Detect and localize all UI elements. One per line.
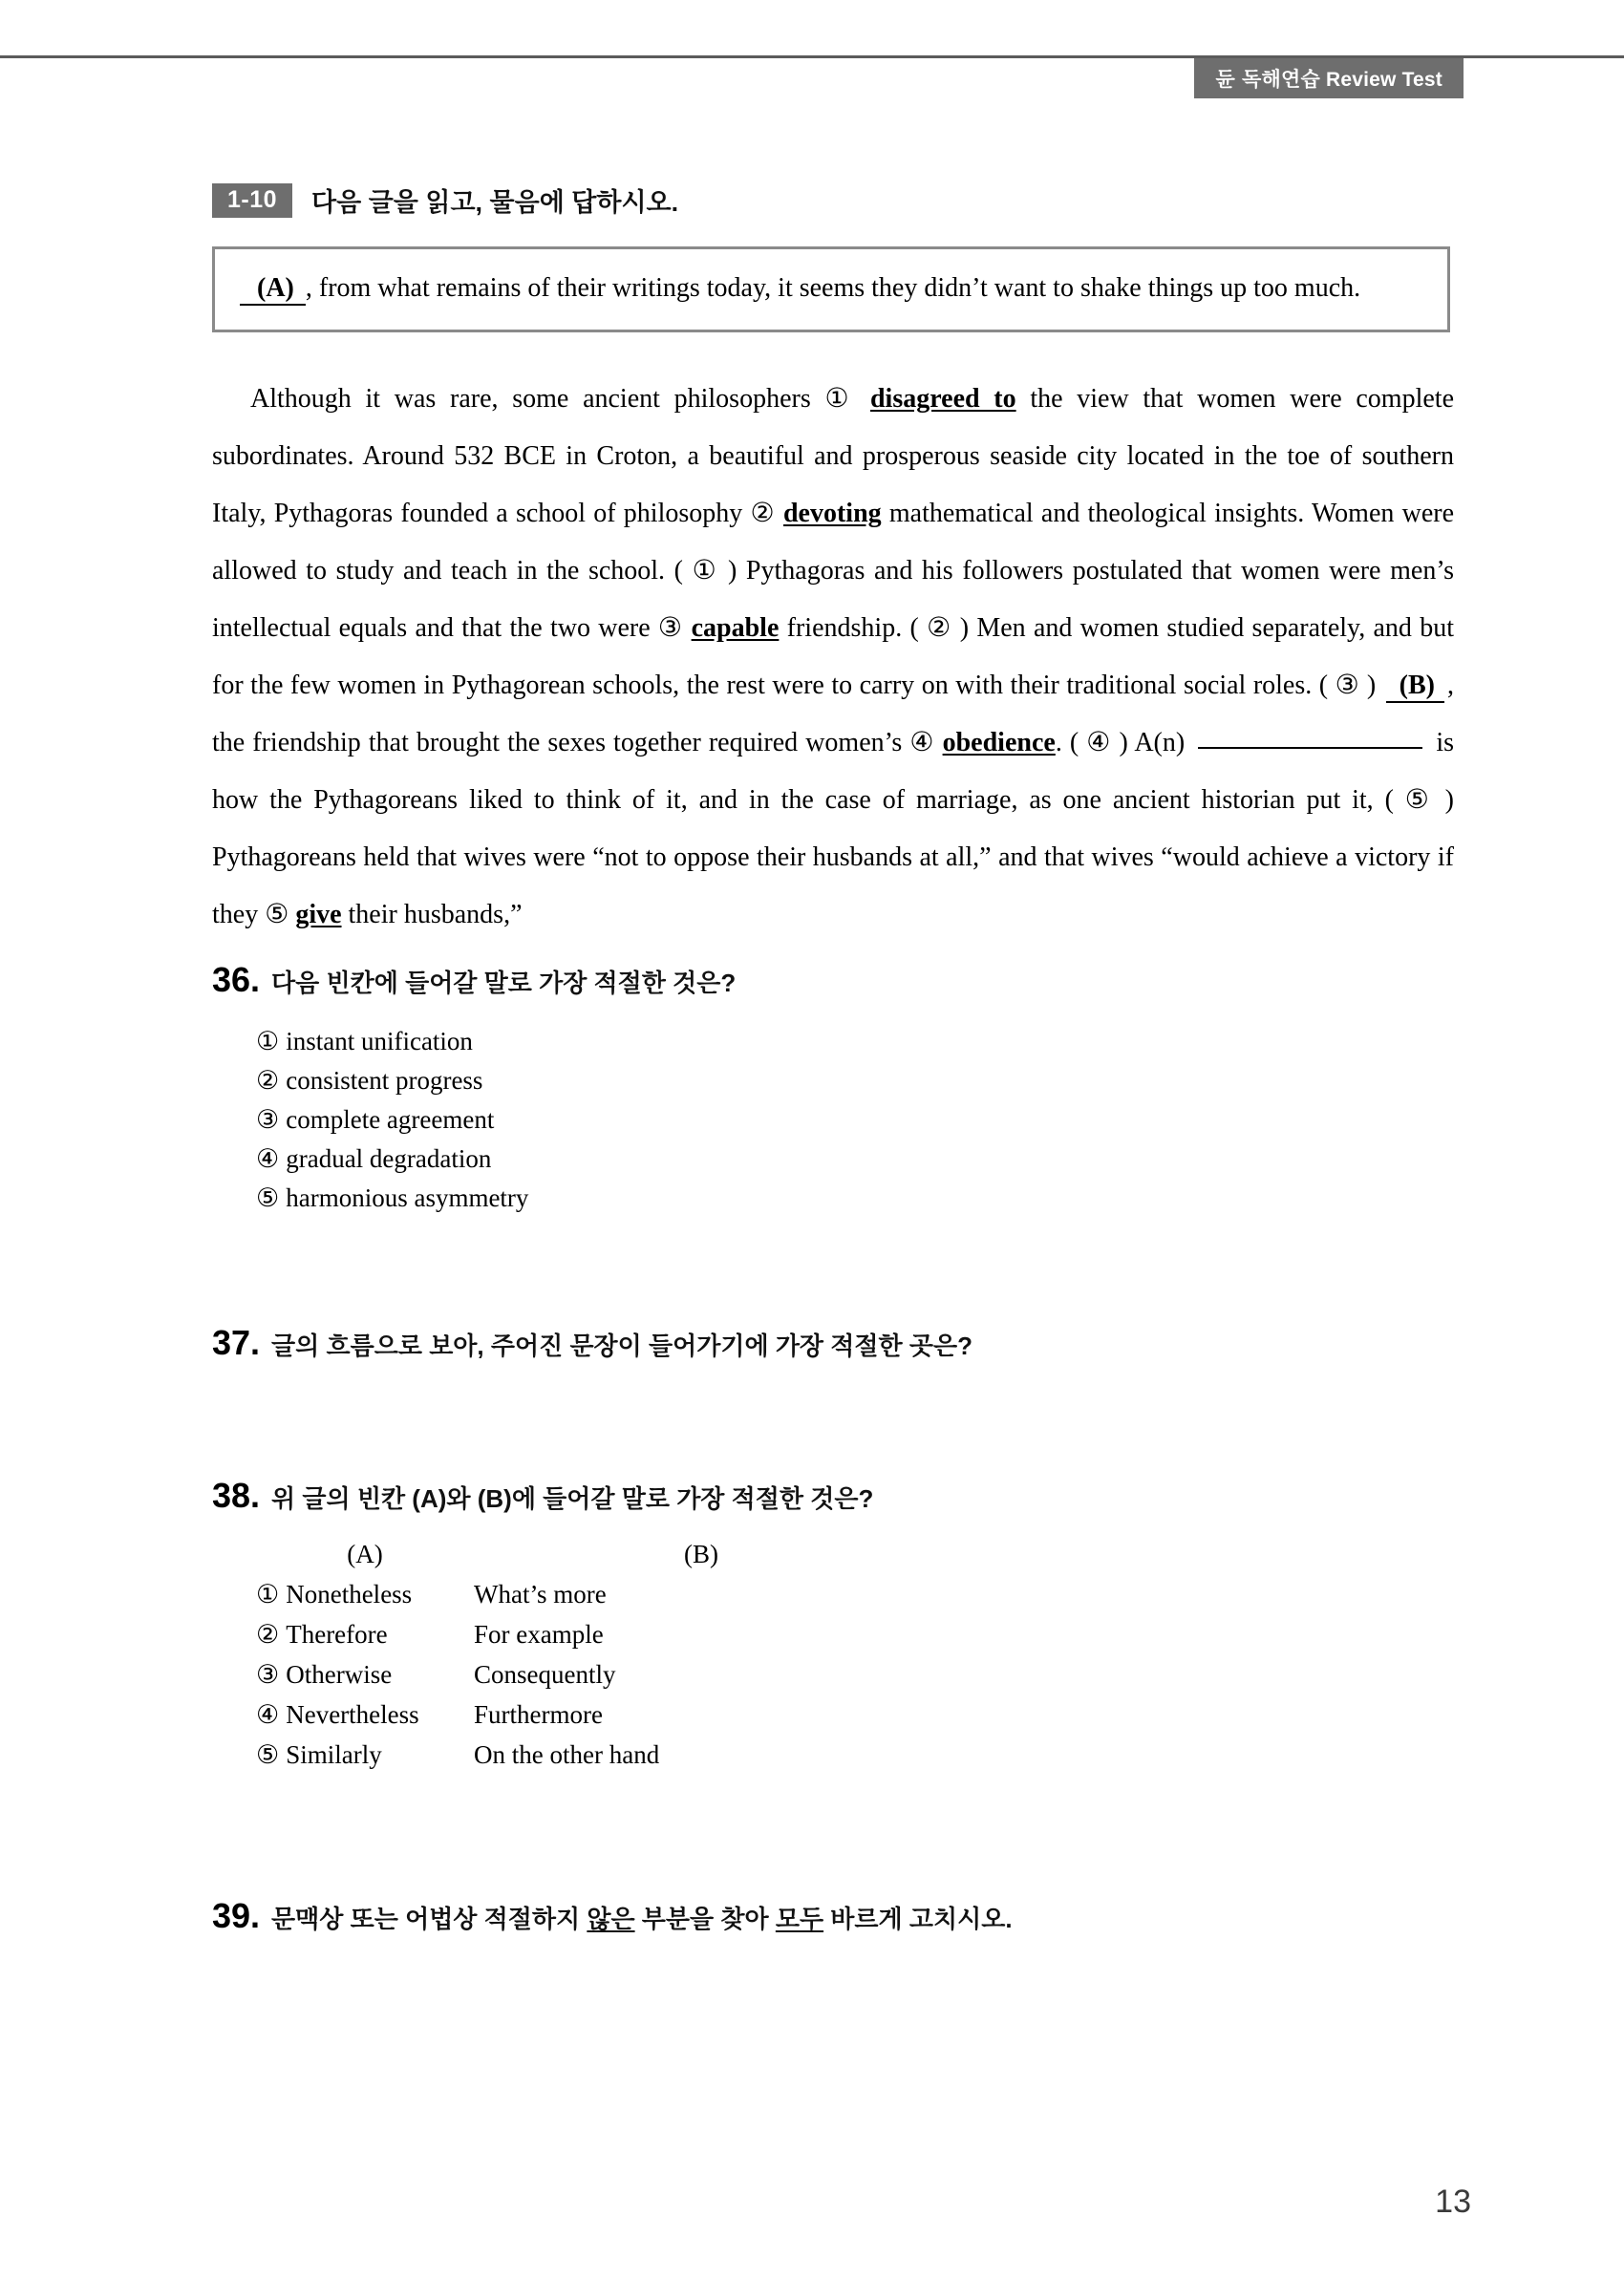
passage-underline-3: capable	[691, 613, 780, 643]
choice-label-b: For example	[474, 1620, 604, 1649]
choice-marker: ③	[256, 1105, 280, 1134]
table-row[interactable]	[256, 1574, 1454, 1614]
choice-item[interactable]	[256, 1061, 1454, 1100]
choice-marker: ⑤	[256, 1183, 280, 1212]
question-38-choice-table	[256, 1534, 1454, 1775]
passage-seg-2: the view that women were complete subordinates. Around 532 BCE in Croton, a beautiful and prosperous seaside city located in the toe of southern Italy, Pythagoras founded a school of philosophy ②	[212, 384, 1454, 528]
choice-label: complete agreement	[286, 1105, 495, 1134]
choice-label-a: Similarly	[286, 1740, 382, 1769]
choice-label-b: On the other hand	[474, 1740, 660, 1769]
q39-text-mid: 부분을 찾아	[634, 1905, 776, 1933]
question-38	[212, 1476, 1454, 1775]
choice-marker: ④	[256, 1144, 280, 1173]
blank-label-b: (B)	[1386, 671, 1444, 703]
q39-text-post: 바르게 고치시오.	[823, 1905, 1013, 1933]
passage-underline-4: obedience	[942, 728, 1056, 757]
question-39-title	[271, 1907, 1013, 1931]
question-36-number: 36.	[212, 960, 261, 999]
question-36-title: 다음 빈칸에 들어갈 말로 가장 적절한 것은?	[271, 969, 737, 997]
instruction-row	[212, 181, 678, 219]
instruction-text: 다음 글을 읽고, 물음에 답하시오.	[311, 188, 679, 217]
choice-item[interactable]	[256, 1179, 1454, 1218]
choice-marker: ⑤	[256, 1740, 280, 1769]
answer-blank-line	[1198, 747, 1422, 749]
choice-item[interactable]	[256, 1140, 1454, 1179]
choice-marker: ②	[256, 1066, 280, 1095]
q39-text-pre: 문맥상 또는 어법상 적절하지	[271, 1905, 588, 1933]
passage-seg-7: is how the Pythagoreans liked to think of it, and in the case of marriage, as one ancient historian put it, ( ⑤ ) Pythagoreans held that wives were “not to oppose their husbands at all,” and that wives “would achieve a victory if they ⑤	[212, 728, 1455, 929]
column-header-b: (B)	[684, 1540, 718, 1568]
table-row[interactable]	[256, 1694, 1454, 1735]
choice-marker: ④	[256, 1700, 280, 1729]
choice-label: instant unification	[286, 1027, 473, 1055]
passage-underline-1: disagreed to	[869, 384, 1016, 414]
blank-label-a: (A)	[240, 273, 306, 306]
choice-label-b: Consequently	[474, 1660, 616, 1689]
q39-underline-1: 않은	[587, 1905, 635, 1933]
question-38-header	[212, 1476, 1454, 1515]
header-tab-label: 독해연습 Review Test	[1241, 69, 1442, 91]
choice-label: consistent progress	[286, 1066, 483, 1095]
choice-marker: ②	[256, 1620, 280, 1649]
question-range-badge: 1-10	[212, 183, 292, 218]
header-tab	[1194, 58, 1464, 98]
question-38-number: 38.	[212, 1476, 261, 1515]
question-39-number: 39.	[212, 1896, 261, 1935]
table-row[interactable]	[256, 1614, 1454, 1654]
column-header-a: (A)	[347, 1540, 383, 1568]
choice-label-a: Otherwise	[286, 1660, 393, 1689]
choice-marker: ①	[256, 1027, 280, 1055]
question-39	[212, 1896, 1454, 1935]
passage-underline-2: devoting	[782, 499, 882, 528]
choice-label-a: Nevertheless	[286, 1700, 419, 1729]
choice-marker: ③	[256, 1660, 280, 1689]
passage-underline-5: give	[295, 900, 342, 929]
choice-label-a: Nonetheless	[286, 1580, 413, 1609]
given-sentence-text	[240, 270, 1422, 307]
question-37	[212, 1323, 1454, 1362]
passage-seg-1: Although it was rare, some ancient philosophers ①	[250, 384, 870, 414]
passage-seg-3: mathematical and theological insights. Women were allowed to study and teach in the school. ( ① ) Pythagoras and his followers postulated that women were men’s intellectual equals and that the two were ③	[212, 499, 1454, 643]
q39-underline-2: 모두	[775, 1905, 824, 1933]
choice-label-b: What’s more	[474, 1580, 607, 1609]
table-row[interactable]	[256, 1735, 1454, 1775]
question-37-title: 글의 흐름으로 보아, 주어진 문장이 들어가기에 가장 적절한 곳은?	[271, 1332, 972, 1360]
passage-seg-8: their husbands,”	[341, 900, 523, 929]
question-37-number: 37.	[212, 1323, 261, 1362]
choice-marker: ①	[256, 1580, 280, 1609]
question-38-title: 위 글의 빈칸 (A)와 (B)에 들어갈 말로 가장 적절한 것은?	[271, 1484, 874, 1513]
given-sentence-box	[212, 246, 1450, 332]
choice-label-a: Therefore	[286, 1620, 388, 1649]
question-37-header	[212, 1323, 1454, 1362]
table-row[interactable]	[256, 1654, 1454, 1694]
reading-passage	[212, 371, 1454, 944]
page-number: 13	[1435, 2184, 1471, 2220]
choice-item[interactable]	[256, 1022, 1454, 1061]
choice-item[interactable]	[256, 1100, 1454, 1140]
given-sentence-body: , from what remains of their writings today, it seems they didn’t want to shake things up too much.	[305, 273, 1361, 303]
brand-logo-icon: 듄	[1215, 69, 1235, 91]
pair-table-header	[256, 1534, 1454, 1574]
passage-seg-4: friendship. ( ② ) Men and women studied separately, and but for the few women in Pythagorean schools, the rest were to carry on with their traditional social roles. ( ③ )	[212, 613, 1454, 700]
question-36-header	[212, 960, 1454, 999]
choice-label-b: Furthermore	[474, 1700, 603, 1729]
question-36-choices	[256, 1022, 1454, 1218]
question-36	[212, 960, 1454, 1218]
passage-seg-6: . ( ④ ) A(n)	[1055, 728, 1193, 757]
choice-label: gradual degradation	[286, 1144, 492, 1173]
question-39-header	[212, 1896, 1454, 1935]
passage-seg-5: , the friendship that brought the sexes together required women’s ④	[212, 671, 1454, 757]
choice-label: harmonious asymmetry	[286, 1183, 529, 1212]
